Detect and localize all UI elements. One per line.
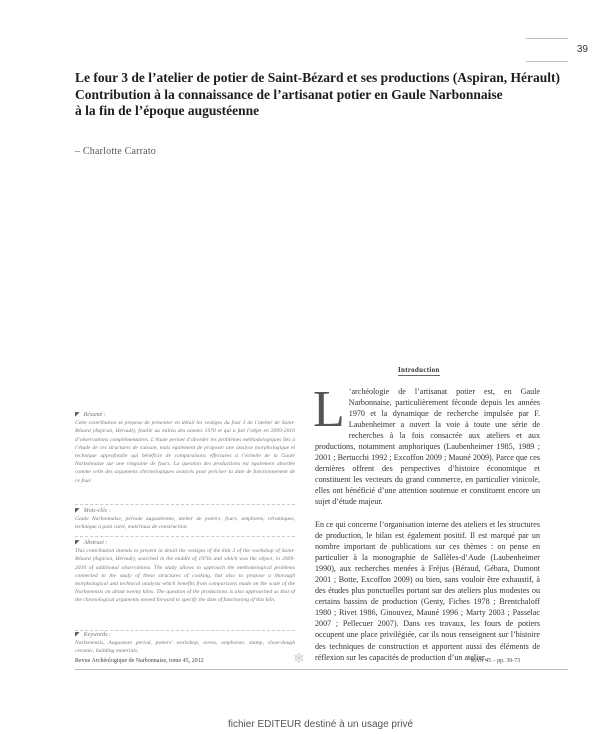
- keywords-en-label: Keywords :: [83, 632, 111, 638]
- resume-label-row: [75, 411, 295, 419]
- intro-paragraph-2: [315, 519, 540, 663]
- intro-paragraph-2-text: En ce qui concerne l’organisation interne des ateliers et les structures de production, le bilan est également positif. Il est marqué par un nombre important de publications sur ces thèmes : on pense en particulier à la monographie de Sallèles-d’Aude (Laubenheimer 1990), aux recherches menées à Fréjus (Béraud, Gébara, Dumont 2001 ; Botte, Excoffon 2009) ou bien, sans vouloir être exhaustif, à des études plus ponctuelles portant sur des ateliers plus modestes ou certains bassins de production (Genty, Fiches 1978 ; Brentchaloff 1980 ; Rivet 1986, Ginouvez, Mauné 1996 ; Marty 2003 ; Passelac 2007 ; Pellecuer 2007). Dans ces travaux, les fours de potiers occupent une place privilégiée, car ils nous renseignent sur l’histoire des techniques de construction et apportent aussi des éléments de réflexion sur les capacités de production d’un atelier.: [315, 520, 540, 662]
- title-line: à la fin de l’époque augustéenne: [75, 103, 260, 118]
- footer-pages: RAN 45 – pp. 39-73: [471, 658, 521, 664]
- triangle-bullet-icon: ◤: [75, 412, 80, 418]
- title-line: Contribution à la connaissance de l’artisanat potier en Gaule Narbonnaise: [75, 86, 503, 102]
- watermark-text: fichier EDITEUR destiné à un usage privé: [228, 719, 414, 730]
- keywords-en-block: [75, 631, 295, 656]
- keywords-fr-text: Gaule Narbonnaise, période augustéenne, atelier de potiers, fours, amphores, céramiques, technique à pain cuire, matériaux de construction.: [75, 516, 295, 531]
- snowflake-ornament-icon: ❄: [293, 651, 305, 667]
- keywords-en-text: Narbonensis, Augustean period, potters’ workshop, ovens, amphorae, stamp, close-dough ceramic, building materials.: [75, 640, 295, 655]
- divider: [75, 504, 295, 505]
- resume-block: [75, 411, 295, 485]
- keywords-en-label-row: [75, 631, 295, 639]
- footer-journal: Revue Archéologique de Narbonnaise, tome 45, 2012: [75, 658, 204, 664]
- article-title: [75, 70, 560, 120]
- keywords-fr-label-row: [75, 507, 295, 515]
- triangle-bullet-icon: ◤: [75, 540, 80, 546]
- intro-paragraph-1-text: ’archéologie de l’artisanat potier est, en Gaule Narbonnaise, particulièrement féconde depuis les années 1970 et la dynamique de recherche impulsée par F. Laubenheimer a ouvert la voie à toute une série de recherches à la fois consacrée aux ateliers et aux productions, notamment amphoriques (Laubenheimer 1985, 1989 ; 2001 ; Bertucchi 1992 ; Excoffon 2009 ; Mauné 2009). Parce que ces dernières offrent des perspectives d’histoire économique et constituent les vecteurs du grand commerce, en particulier vinicole, elles ont bénéficié d’une attention soutenue et constituent encore un sujet d’étude majeur.: [315, 387, 540, 507]
- intro-paragraph-1: [313, 381, 540, 508]
- keywords-fr-block: [75, 507, 295, 532]
- resume-label: Résumé :: [83, 412, 106, 418]
- page-number: 39: [576, 44, 588, 55]
- abstract-label: Abstract :: [83, 540, 108, 546]
- abstract-text: This contribution intends to present in detail the vestiges of the kiln 3 of the workshop of Saint-Bézard (Aspiran, Hérault), searched in the middle of 1970s and which was the object, in 2009-2010 of additional observations. The study allows to approach the methodological problems connected to the study of these structures of cooking, but also to propose a thorough morphological and technical analysis which benefits from comparisons made on the scale of the Narbonensis on about twenty kilns. The question of the productions is also approached as that of the chronological arguments moved forward to specify the date of functioning of this kiln.: [75, 548, 295, 604]
- divider: [75, 536, 295, 537]
- abstract-block: [75, 539, 295, 605]
- page-number-frame: [526, 38, 568, 62]
- triangle-bullet-icon: ◤: [75, 508, 80, 514]
- triangle-bullet-icon: ◤: [75, 632, 80, 638]
- resume-text: Cette contribution se propose de présenter en détail les vestiges du four 3 de l’atelier de Saint-Bézard (Aspiran, Hérault), fouillé au milieu des années 1970 et qui a fait l’objet en 2009-2010 d’observations complémentaires. L’étude permet d’aborder les problèmes méthodologiques liés à l’étude de ces structures de cuisson, mais également de proposer une analyse morphologique et technique approfondie qui bénéficie de comparaisons effectuées à l’échelle de la Gaule Narbonnaise sur une vingtaine de fours. La question des productions est également abordée comme celle des arguments chronologiques avancés pour préciser la date de fonctionnement de ce four.: [75, 420, 295, 484]
- abstract-label-row: [75, 539, 295, 547]
- footer-rule: [75, 669, 568, 670]
- introduction-heading: Introduction: [398, 366, 440, 374]
- keywords-fr-label: Mots-clés :: [83, 508, 111, 514]
- drop-cap: L: [313, 381, 345, 438]
- author-name: – Charlotte Carrato: [75, 146, 156, 157]
- title-line: Le four 3 de l’atelier de potier de Saint-Bézard et ses productions (Aspiran, Hérault): [75, 70, 560, 85]
